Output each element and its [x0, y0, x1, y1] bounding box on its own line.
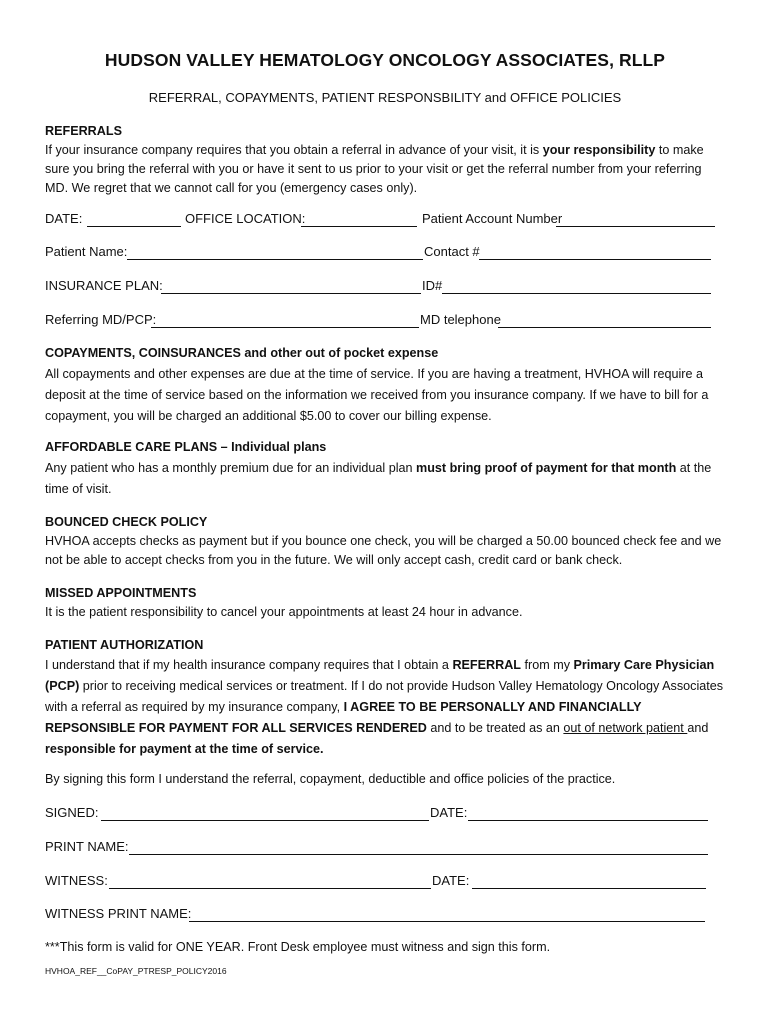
id-label: ID# [422, 278, 443, 293]
witness-print-name-label: WITNESS PRINT NAME: [45, 906, 192, 921]
date-label: DATE: [45, 211, 83, 226]
authorization-text-2: from my [521, 658, 574, 672]
signed-date-field[interactable] [468, 820, 708, 821]
bounced-check-heading: BOUNCED CHECK POLICY [45, 515, 208, 529]
referrals-heading: REFERRALS [45, 124, 122, 138]
witness-label: WITNESS: [45, 873, 108, 888]
print-name-label: PRINT NAME: [45, 839, 129, 854]
bounced-check-section [45, 513, 725, 570]
copayments-text: All copayments and other expenses are due at the time of service. If you are having a treatment, HVHOA will require a deposit at the time of service based on the information we received from you insurance company. If we have to bill for a copayment, you will be charged an additional $5.00 to cover our billing expense. [45, 367, 709, 423]
authorization-text-3: prior to receiving medical services or treatment. If I do not provide Hudson Valley Hematology Oncology Associates with a referral as required by my insurance company, [45, 679, 724, 714]
date-location-row [45, 211, 725, 231]
office-location-field[interactable] [301, 226, 417, 227]
page-title: HUDSON VALLEY HEMATOLOGY ONCOLOGY ASSOCIATES, RLLP [104, 50, 666, 70]
signed-row [45, 805, 725, 825]
authorization-bold-referral: REFERRAL [452, 658, 522, 672]
witness-print-name-row [45, 906, 725, 926]
affordable-care-text-2: at the time of visit. [45, 461, 712, 496]
insurance-plan-label: INSURANCE PLAN: [45, 278, 163, 293]
referring-md-row [45, 312, 725, 332]
print-name-field[interactable] [129, 854, 708, 855]
referrals-text-2: to make sure you bring the referral with you or have it sent to us prior to your visit or get the referral number from your referring MD. We regret that we cannot call for you (emergency cases only). [45, 143, 704, 195]
missed-appointments-text: It is the patient responsibility to cancel your appointments at least 24 hour in advance. [45, 605, 523, 619]
referrals-bold: your responsibility [542, 143, 656, 157]
patient-name-label: Patient Name: [45, 244, 128, 259]
witness-date-label: DATE: [432, 873, 470, 888]
validity-note: ***This form is valid for ONE YEAR. Front Desk employee must witness and sign this form. [45, 940, 551, 954]
id-field[interactable] [442, 293, 711, 294]
referrals-text-1: If your insurance company requires that you obtain a referral in advance of your visit, it is [45, 143, 543, 157]
date-field[interactable] [87, 226, 181, 227]
copayments-section [45, 343, 725, 427]
authorization-text-5: and [687, 721, 709, 735]
office-location-label: OFFICE LOCATION: [185, 211, 306, 226]
authorization-text-4: and to be treated as an [426, 721, 564, 735]
patient-name-field[interactable] [127, 259, 423, 260]
contact-label: Contact # [424, 244, 480, 259]
affordable-care-bold: must bring proof of payment for that month [416, 461, 677, 475]
authorization-underline: out of network patient [563, 721, 688, 735]
affordable-care-section [45, 437, 725, 500]
witness-date-field[interactable] [472, 888, 706, 889]
witness-row [45, 873, 725, 893]
witness-signature-field[interactable] [109, 888, 431, 889]
insurance-plan-field[interactable] [161, 293, 421, 294]
signed-date-label: DATE: [430, 805, 468, 820]
copayments-heading: COPAYMENTS, COINSURANCES and other out of pocket expense [45, 346, 439, 360]
witness-print-name-field[interactable] [189, 921, 705, 922]
md-telephone-field[interactable] [498, 327, 711, 328]
referrals-section [45, 122, 725, 198]
patient-name-row [45, 244, 725, 264]
patient-authorization-heading: PATIENT AUTHORIZATION [45, 638, 204, 652]
signing-statement: By signing this form I understand the referral, copayment, deductible and office policies of the practice. [45, 772, 616, 786]
account-number-field[interactable] [556, 226, 715, 227]
affordable-care-heading: AFFORDABLE CARE PLANS – Individual plans [45, 440, 327, 454]
page-subtitle: REFERRAL, COPAYMENTS, PATIENT RESPONSBILITY and OFFICE POLICIES [148, 90, 622, 105]
account-number-label: Patient Account Number [422, 211, 563, 226]
missed-appointments-heading: MISSED APPOINTMENTS [45, 586, 197, 600]
signature-field[interactable] [101, 820, 429, 821]
contact-field[interactable] [479, 259, 711, 260]
print-name-row [45, 839, 725, 859]
missed-appointments-section [45, 584, 725, 622]
referring-md-field[interactable] [151, 327, 419, 328]
authorization-bold-agree: I AGREE TO BE PERSONALLY AND FINANCIALLY REPSONSIBLE FOR PAYMENT FOR ALL SERVICES RENDERED [45, 700, 642, 735]
md-telephone-label: MD telephone [420, 312, 501, 327]
referring-md-label: Referring MD/PCP: [45, 312, 157, 327]
insurance-row [45, 278, 725, 298]
bounced-check-text: HVHOA accepts checks as payment but if you bounce one check, you will be charged a 50.00 bounced check fee and we not be able to accept checks from you in the future. We will only accept cash, credit card or bank check. [45, 534, 722, 567]
authorization-text-1: I understand that if my health insurance company requires that I obtain a [45, 658, 453, 672]
affordable-care-text-1: Any patient who has a monthly premium due for an individual plan [45, 461, 417, 475]
footer-code: HVHOA_REF__CoPAY_PTRESP_POLICY2016 [45, 966, 227, 976]
authorization-bold-responsible: responsible for payment at the time of service. [45, 742, 324, 756]
patient-authorization-section [45, 636, 725, 760]
authorization-bold-pcp: Primary Care Physician (PCP) [45, 658, 715, 693]
signed-label: SIGNED: [45, 805, 99, 820]
